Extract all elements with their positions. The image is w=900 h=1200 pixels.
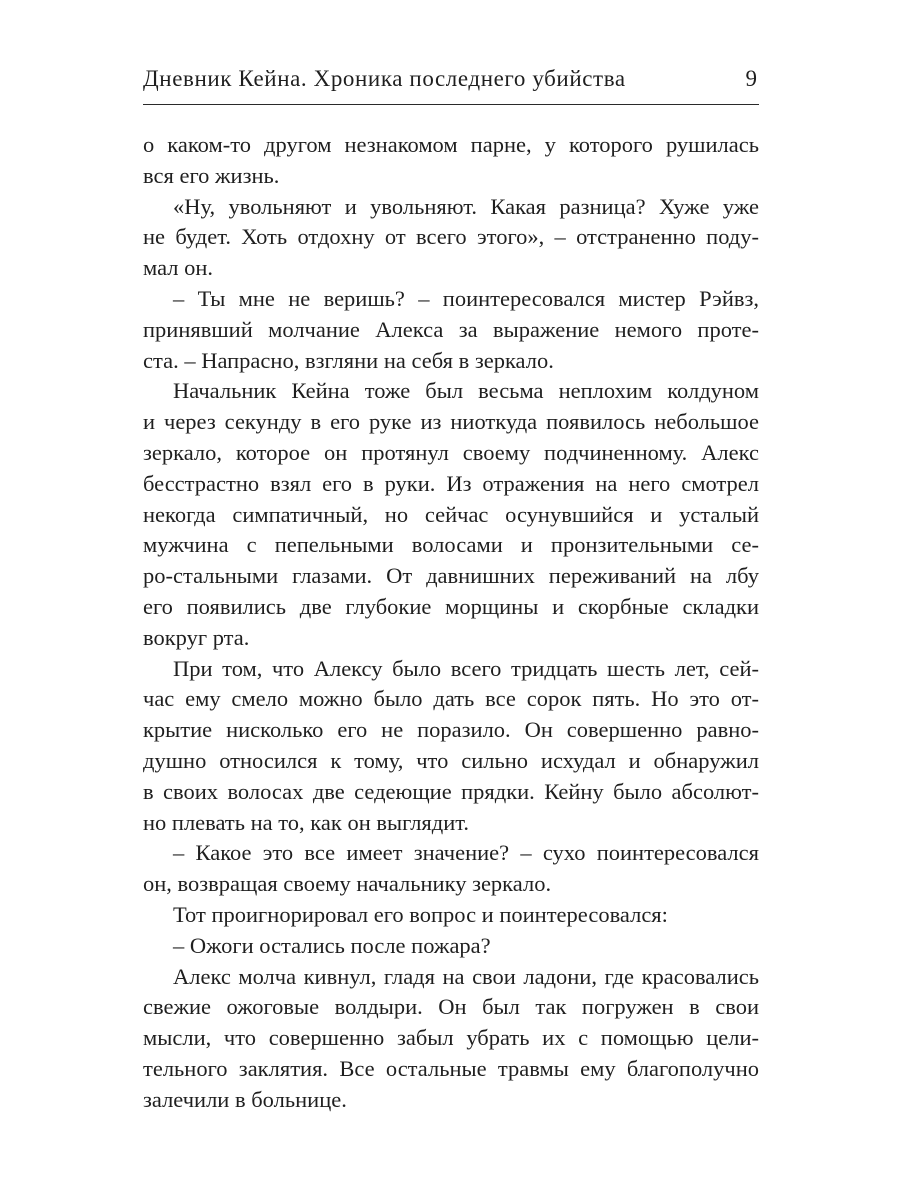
text-line: о каком-то другом незнакомом парне, у которого рушилась [143,132,759,157]
text-line: не будет. Хоть отдохну от всего этого», – отстраненно поду- [143,224,759,250]
page-number: 9 [745,66,757,91]
text-line: в своих волосах две седеющие прядки. Кейну было абсолют- [143,778,759,804]
text-line: бесстрастно взял его в руки. Из отражения на него смотрел [143,470,759,496]
text-line: – Ожоги остались после пожара? [173,932,491,958]
text-line: Алекс молча кивнул, гладя на свои ладони, где красовались [173,963,759,989]
text-line: некогда симпатичный, но сейчас осунувшийся и усталый [143,501,759,527]
text-line: его появились две глубокие морщины и скорбные складки [143,593,759,619]
text-line: залечили в больнице. [143,1086,347,1112]
text-line: свежие ожоговые волдыри. Он был так погружен в свои [143,994,759,1020]
text-line: При том, что Алексу было всего тридцать шесть лет, сей- [173,655,759,681]
text-line: и через секунду в его руке из ниоткуда появилось небольшое [143,409,759,435]
body-text [143,130,759,1116]
text-line: душно относился к тому, что сильно исхудал и обнаружил [143,747,759,773]
text-line: крытие нисколько его не поразило. Он совершенно равно- [143,717,759,743]
text-line: – Какое это все имеет значение? – сухо поинтересовался [173,840,759,866]
running-header [143,66,759,102]
text-line: вокруг рта. [143,624,250,650]
text-line: час ему смело можно было дать все сорок пять. Но это от- [143,686,759,712]
text-line: мужчина с пепельными волосами и пронзительными се- [143,532,759,558]
header-rule [143,104,759,105]
text-line: ста. – Напрасно, взгляни на себя в зеркало. [143,347,554,373]
text-line: ро-стальными глазами. От давнишних переживаний на лбу [143,563,759,589]
text-line: но плевать на то, как он выглядит. [143,809,470,835]
text-line: Тот проигнорировал его вопрос и поинтересовался: [173,901,668,927]
text-line: зеркало, которое он протянул своему подчиненному. Алекс [143,439,759,465]
text-line: тельного заклятия. Все остальные травмы ему благополучно [143,1055,759,1081]
header-title: Дневник Кейна. Хроника последнего убийства [143,66,626,91]
text-line: вся его жизнь. [143,162,280,188]
text-line: мысли, что совершенно забыл убрать их с помощью цели- [143,1025,759,1051]
text-line: мал он. [143,255,214,281]
text-line: он, возвращая своему начальнику зеркало. [143,871,552,897]
text-line: Начальник Кейна тоже был весьма неплохим колдуном [173,378,759,404]
text-line: принявший молчание Алекса за выражение немого проте- [143,316,759,342]
text-line: «Ну, увольняют и увольняют. Какая разница? Хуже уже [173,193,759,219]
text-line: – Ты мне не веришь? – поинтересовался мистер Рэйвз, [173,285,759,311]
